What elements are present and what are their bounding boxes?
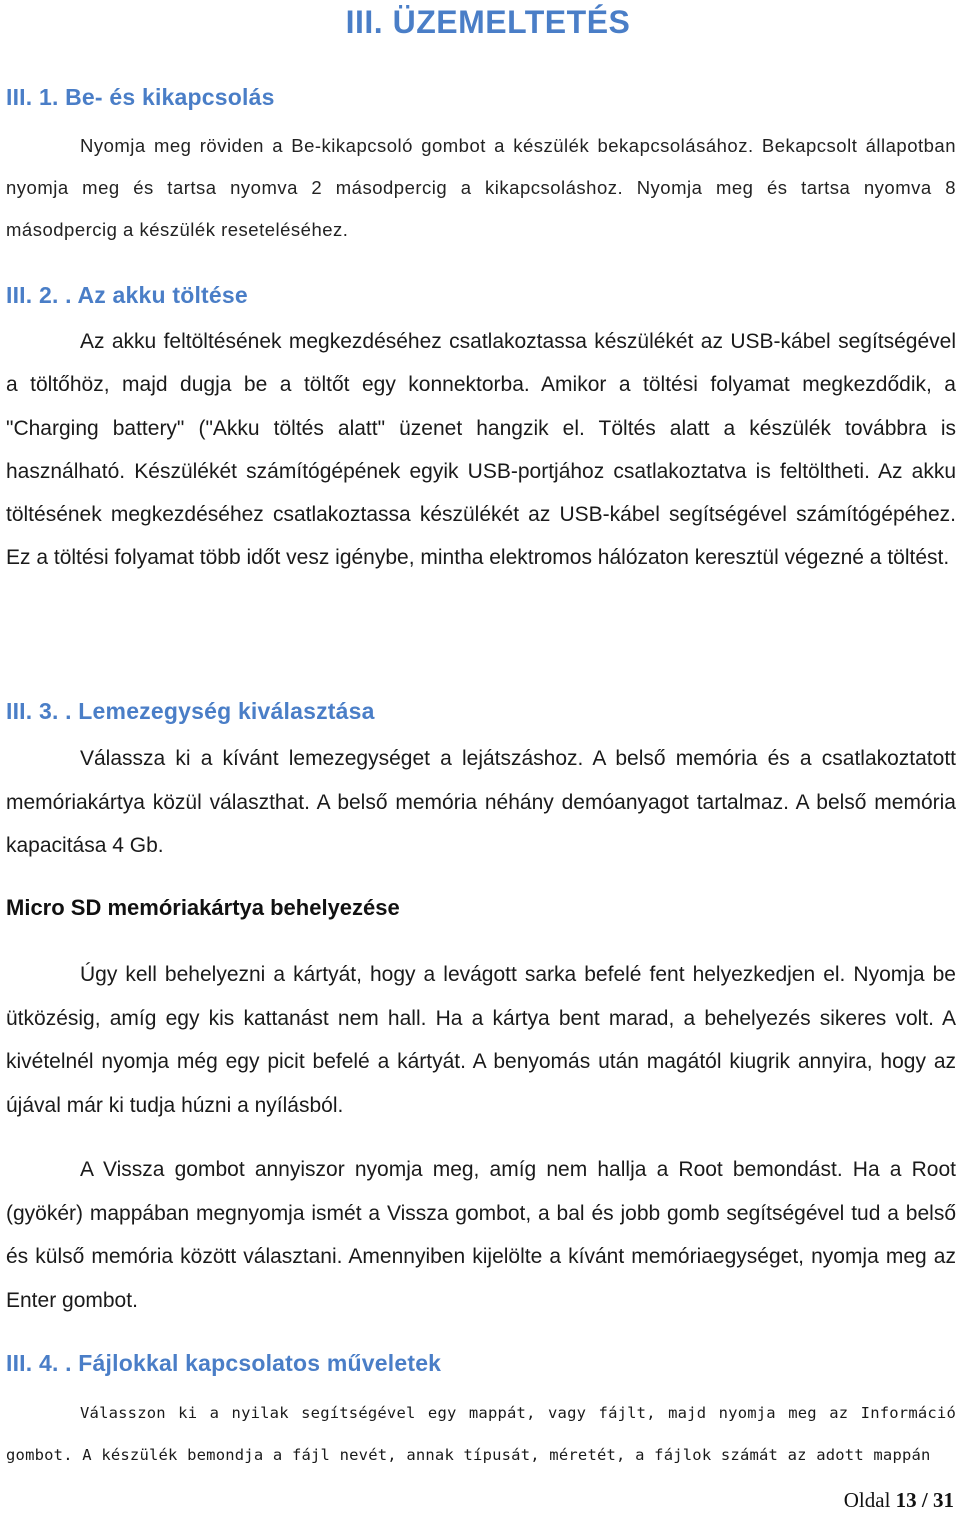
section-text-akku-toltes: Az akku feltöltésének megkezdéséhez csatlakoztassa készülékét az USB-kábel segítségével a töltőhöz, majd dugja be a töltőt egy konnektorba. Amikor a töltési folyamat megkezdődik, a "Charging battery" ("Akku töltés alatt" üzenet hangzik el. Töltés alatt a készülék továbbra is használható. Készülékét számítógépének egyik USB-portjához csatlakoztatva is feltöltheti. Az akku töltésének megkezdéséhez csatlakoztassa készülékét az USB-kábel segítségével számítógépéhez. Ez a töltési folyamat több időt vesz igénybe, mintha elektromos hálózaton keresztül végezné a töltést.	[6, 330, 956, 570]
page-label: Oldal	[843, 1488, 891, 1512]
page-separator: /	[921, 1488, 928, 1512]
section-text-micro-sd: Úgy kell behelyezni a kártyát, hogy a levágott sarka befelé fent helyezkedjen el. Nyomja be ütközésig, amíg egy kis kattanást nem hall. Ha a kártya bent marad, a behelyezés sikeres volt. A kivételnél nyomja még egy picit befelé a kártyát. A benyomás után magától kiugrik annyira, hogy az újával már ki tudja húzni a nyílásból.	[6, 963, 956, 1117]
section-heading-be-kikapcsolas: III. 1. Be- és kikapcsolás	[6, 84, 275, 110]
section-heading-fajlok: III. 4. . Fájlokkal kapcsolatos műveletek	[6, 1350, 442, 1376]
section-heading-akku-toltes: III. 2. . Az akku töltése	[6, 282, 248, 308]
page-total: 31	[933, 1488, 954, 1512]
section-heading-micro-sd: Micro SD memóriakártya behelyezése	[6, 895, 400, 920]
section-heading-lemezegyseg: III. 3. . Lemezegység kiválasztása	[6, 698, 375, 724]
page-footer	[844, 1488, 954, 1513]
section-text-be-kikapcsolas: Nyomja meg röviden a Be-kikapcsoló gombot a készülék bekapcsolásához. Bekapcsolt állapotban nyomja meg és tartsa nyomva 2 másodpercig a kikapcsoláshoz. Nyomja meg és tartsa nyomva 8 másodpercig a készülék reseteléséhez.	[6, 135, 956, 240]
page-title: III. ÜZEMELTETÉS	[345, 4, 631, 40]
section-text-micro-sd-2: A Vissza gombot annyiszor nyomja meg, amíg nem hallja a Root bemondást. Ha a Root (gyökér) mappában megnyomja ismét a Vissza gombot, a bal és jobb gomb segítségével tud a belső és külső memória között választani. Amennyiben kijelölte a kívánt memóriaegységet, nyomja meg az Enter gombot.	[6, 1158, 956, 1312]
section-text-fajlok: Válasszon ki a nyilak segítségével egy mappát, vagy fájlt, majd nyomja meg az Információ gombot. A készülék bemondja a fájl nevét, annak típusát, méretét, a fájlok számát az adott mappán	[6, 1404, 956, 1464]
section-text-lemezegyseg: Válassza ki a kívánt lemezegységet a lejátszáshoz. A belső memória és a csatlakoztatott memóriakártya közül választhat. A belső memória néhány demóanyagot tartalmaz. A belső memória kapacitása 4 Gb.	[6, 747, 956, 858]
page-number: 13	[895, 1488, 917, 1512]
